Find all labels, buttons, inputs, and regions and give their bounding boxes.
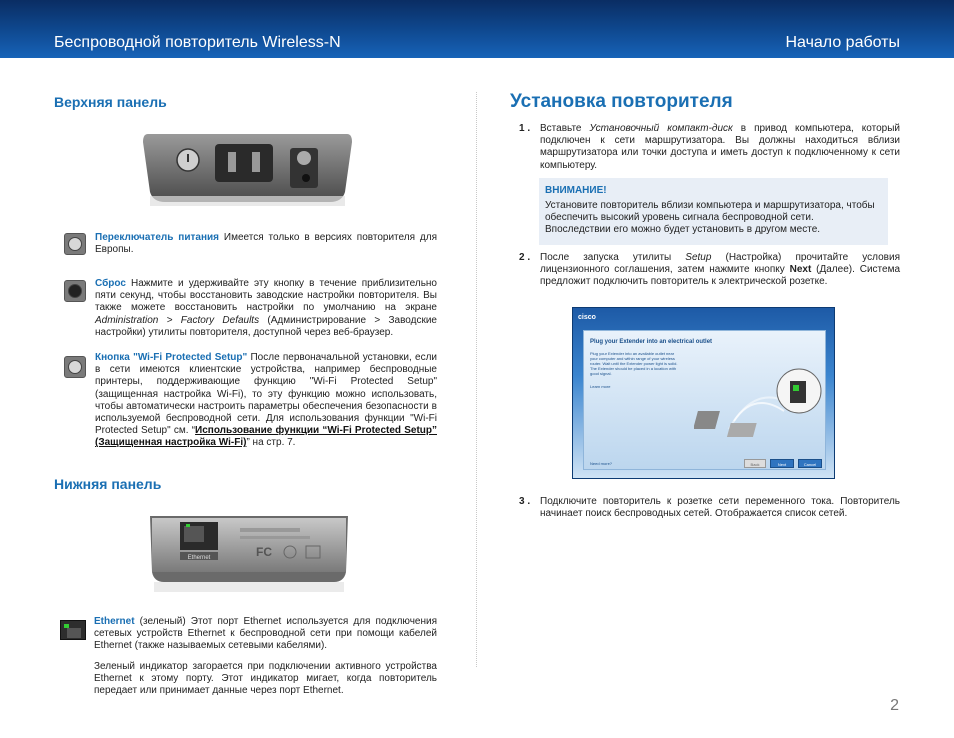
ethernet-label: Ethernet — [94, 616, 135, 627]
step2-number: 2 . — [519, 252, 531, 263]
note-title: ВНИМАНИЕ! — [545, 185, 607, 196]
page-header — [0, 0, 954, 58]
wps-label: Кнопка "Wi-Fi Protected Setup" — [95, 352, 248, 363]
extender-illustration — [694, 351, 824, 446]
ethernet-desc: Ethernet (зеленый) Этот порт Ethernet используется для подключения сетевых устройств Ethernet к беспроводной сети при помощи кабелей Ethernet (также называемых сетевыми кабелями). — [94, 616, 437, 652]
cisco-logo: cisco — [578, 314, 596, 321]
wps-link[interactable]: Использование функции “Wi-Fi Protected Setup” (Защищенная настройка Wi-Fi) — [95, 425, 437, 449]
reset-desc: Сброс Нажмите и удерживайте эту кнопку в течение приблизительно пяти секунд, чтобы восстановить заводские настройки повторителя. Вы также можете восстановить настройки по умолчанию на экране Administration > Factory Defaults (Администрирование > Заводские настройки) утилиты повторителя, доступной через веб-браузер. — [95, 278, 437, 338]
step3-number: 3 . — [519, 496, 531, 507]
back-button[interactable]: Back — [744, 459, 766, 468]
note-body: Установите повторитель вблизи компьютера и маршрутизатора, чтобы обеспечить высокий уровень сигнала беспроводной сети. Впоследствии его можно будет установить в другом месте. — [545, 200, 875, 236]
note-box — [539, 178, 888, 245]
wps-button-icon — [64, 356, 86, 378]
device-top-panel-image — [140, 130, 355, 208]
ethernet-led-desc: Зеленый индикатор загорается при подключении активного устройства Ethernet к этому порту. Этот индикатор мигает, когда повторитель передает или принимает данные через порт Ethernet. — [94, 661, 437, 697]
ethernet-port-icon — [60, 620, 86, 640]
step3-text: Подключите повторитель к розетке сети переменного тока. Повторитель начинает поиск беспроводных сетей. Отображается список сетей. — [540, 496, 900, 520]
wps-desc: Кнопка "Wi-Fi Protected Setup" После первоначальной установки, если в сети имеются клиентские устройства, например беспроводные принтеры, поддерживающие функцию "Wi-Fi Protected Setup" (защищенная настройка Wi-Fi), то эту функцию можно использовать, чтобы автоматически настроить параметры обеспечения безопасности в используемой беспроводной сети. Для использования функции "Wi-Fi Protected Setup" см. “Использование функции “Wi-Fi Protected Setup” (Защищенная настройка Wi-Fi)” на стр. 7. — [95, 352, 437, 449]
device-bottom-panel-image — [146, 512, 352, 594]
header-title: Беспроводной повторитель Wireless-N — [54, 34, 341, 51]
step1-text: Вставьте Установочный компакт-диск в привод компьютера, который подключен к сети маршрутизатора. Вы должны находиться вблизи маршрутизатора или точки доступа и иметь доступ к подключенному к сети компьютеру. — [540, 123, 900, 171]
power-switch-icon — [64, 233, 86, 255]
step1-number: 1 . — [519, 123, 531, 134]
next-button[interactable]: Next — [770, 459, 794, 468]
setup-screenshot — [572, 307, 835, 479]
power-switch-desc: Переключатель питания Имеется только в версиях повторителя для Европы. — [95, 232, 437, 256]
top-panel-heading: Верхняя панель — [54, 94, 167, 110]
page-title: Установка повторителя — [510, 91, 733, 112]
screenshot-body: Plug your Extender into an available outlet near your computer and within range of your wireless router. Wait until the Extender power light is solid. The Extender should be placed in a location with good signal. — [590, 351, 678, 376]
reset-button-icon — [64, 280, 86, 302]
page-number: 2 — [890, 697, 899, 714]
bottom-panel-heading: Нижняя панель — [54, 476, 162, 492]
screenshot-heading: Plug your Extender into an electrical outlet — [590, 339, 713, 345]
header-section: Начало работы — [785, 34, 900, 51]
power-switch-label: Переключатель питания — [95, 232, 219, 243]
need-more-link[interactable]: Need more? — [590, 461, 613, 466]
learn-more-link[interactable]: Learn more — [590, 384, 611, 389]
column-divider — [476, 92, 477, 667]
screenshot-panel — [583, 330, 826, 470]
cancel-button[interactable]: Cancel — [798, 459, 822, 468]
svg-text:FC: FC — [256, 545, 272, 559]
step2-text: После запуска утилиты Setup (Настройка) прочитайте условия лицензионного соглашения, затем нажмите кнопку Next (Далее). Система предложит подключить повторитель к электрической розетке. — [540, 252, 901, 288]
device-port-label: Ethernet — [187, 555, 211, 561]
reset-label: Сброс — [95, 278, 126, 289]
